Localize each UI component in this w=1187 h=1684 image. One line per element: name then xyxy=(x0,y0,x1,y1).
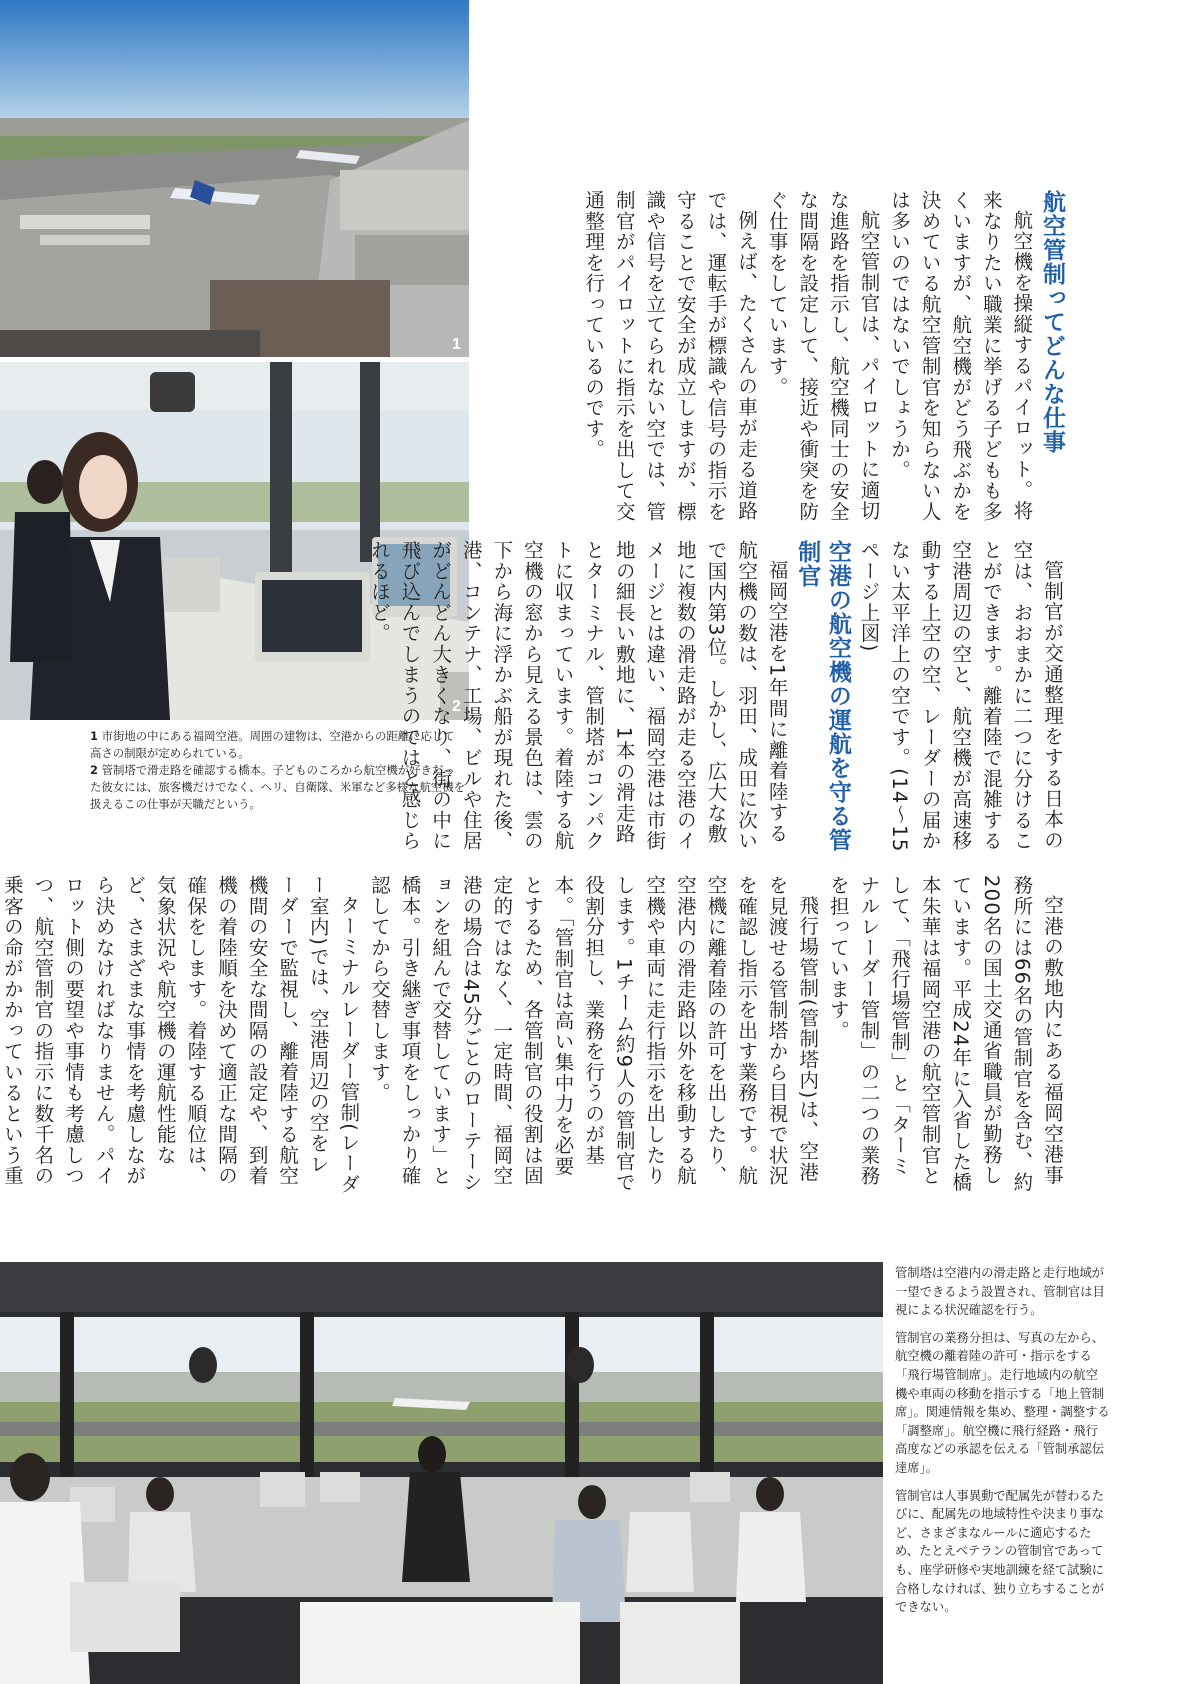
article-lower xyxy=(0,875,1067,1195)
paragraph-8: ターミナルレーダー管制(レーダー室内)では、空港周辺の空をレーダーで監視し、離着陸する航空機間の安全な間隔の設定や、到着機の着陸順を決めて適正な間隔の確保をします。着陸する順位は、気象状況や航空機の運航性能など、さまざまな事情を考慮しながら決めなければなりません。パイロット側の要望や事情も考慮しつつ、航空管制官の指示に数千名の乗客の命がかかっているという重 xyxy=(0,875,361,1194)
caption-2-text: 管制塔で滑走路を確認する橋本。子どものころから航空機が好きだった彼女には、旅客機だけでなく、ヘリ、自衛隊、米軍など多様な航空機を扱えるこの仕事が天職だという。 xyxy=(90,763,466,811)
paragraph-6: 空港の敷地内にある福岡空港事務所には66名の管制官を含む、約200名の国土交通省職員が勤務しています。平成24年に入省した橋本朱華は福岡空港の航空管制官として、「飛行場管制」と「ターミナルレーダー管制」の二つの業務を担っています。 xyxy=(826,875,1064,1193)
paragraph-2: 航空管制官は、パイロットに適切な進路を指示し、航空機同士の安全な間隔を設定して、接近や衝突を防ぐ仕事をしています。 xyxy=(765,190,881,522)
photo-airport-aerial xyxy=(0,0,469,357)
paragraph-4: 管制官が交通整理をする日本の空は、おおまかに二つに分けることができます。離着陸で混雑する空港周辺の空と、航空機が高速移動する上空の空、レーダーの届かない太平洋上の空です。(14〜15ページ上図) xyxy=(857,540,1064,853)
side-note-3: 管制官は人事異動で配属先が替わるたびに、配属先の地域特性や決まり事など、さまざまなルールに適応するため、たとえベテランの管制官であっても、座学研修や実地訓練を経て試験に合格しなければ、独り立ちすることができない。 xyxy=(895,1488,1105,1615)
photo1-number: 1 xyxy=(452,336,461,353)
side-note-1: 管制塔は空港内の滑走路と走行地域が一望できるよう設置され、管制官は目視による状況確認を行う。 xyxy=(895,1266,1105,1318)
caption-1-number: 1 xyxy=(90,729,98,743)
paragraph-3: 例えば、たくさんの車が走る道路では、運転手が標識や信号の指示を守ることで安全が成立しますが、標識や信号を立てられない空では、管制官がパイロットに指示を出して交通整理を行っているのです。 xyxy=(582,190,759,522)
caption-1-text: 市街地の中にある福岡空港。周囲の建物は、空港からの距離に応じて高さの制限が定められている。 xyxy=(90,729,455,760)
article-middle xyxy=(367,540,1067,860)
photo-tower-panorama xyxy=(0,1262,883,1684)
tower-panorama-image xyxy=(0,1262,883,1684)
photo2-number: 2 xyxy=(452,698,461,715)
paragraph-1: 航空機を操縦するパイロット。将来なりたい職業に挙げる子どもも多くいますが、航空機がどう飛ぶかを決めている航空管制官を知らない人は多いのではないでしょうか。 xyxy=(888,190,1034,522)
paragraph-7: 飛行場管制(管制塔内)は、空港を見渡せる管制塔から目視で状況を確認し指示を出す業務です。航空機に離着陸の許可を出したり、空港内の滑走路以外を移動する航空機や車両に走行指示を出したりします。1チーム約9人の管制官で役割分担し、業務を行うのが基本。「管制官は高い集中力を必要とするため、各管制官の役割は固定的ではなく、一定時間、福岡空港の場合は45分ごとのローテーションを組んで交替しています」と橋本。引き継ぎ事項をしっかり確認してから交替します。 xyxy=(367,875,820,1193)
heading-airport-controllers: 空港の航空機の運航を守る管制官 xyxy=(794,540,851,852)
side-note-2: 管制官の業務分担は、写真の左から、航空機の離着陸の許可・指示をする「飛行場管制席」。走行地域内の航空機や車両の移動を指示する「地上管制席」。関連情報を集め、整理・調整する「調整席」。航空機に飛行経路・飛行高度などの承認を伝える「管制承認伝達席」。 xyxy=(895,1330,1110,1475)
article-upper-right xyxy=(497,190,1067,530)
caption-2-number: 2 xyxy=(90,763,98,777)
side-notes xyxy=(895,1264,1110,1626)
paragraph-5: 福岡空港を1年間に離着陸する航空機の数は、羽田、成田に次いで国内第3位。しかし、広大な敷地に複数の滑走路が走る空港のイメージとは違い、福岡空港は市街地の細長い敷地に、1本の滑走路とターミナル、管制塔がコンパクトに収まっています。着陸する航空機の窓から見える景色は、雲の下から海に浮かぶ船が現れた後、港、コンテナ、工場、ビルや住居がどんどん大きくなり、街の中に飛び込んでしまうのではと感じられるほど。 xyxy=(367,540,789,852)
heading-what-is-atc: 航空管制ってどんな仕事 xyxy=(1039,190,1065,454)
airport-aerial-image xyxy=(0,0,469,357)
